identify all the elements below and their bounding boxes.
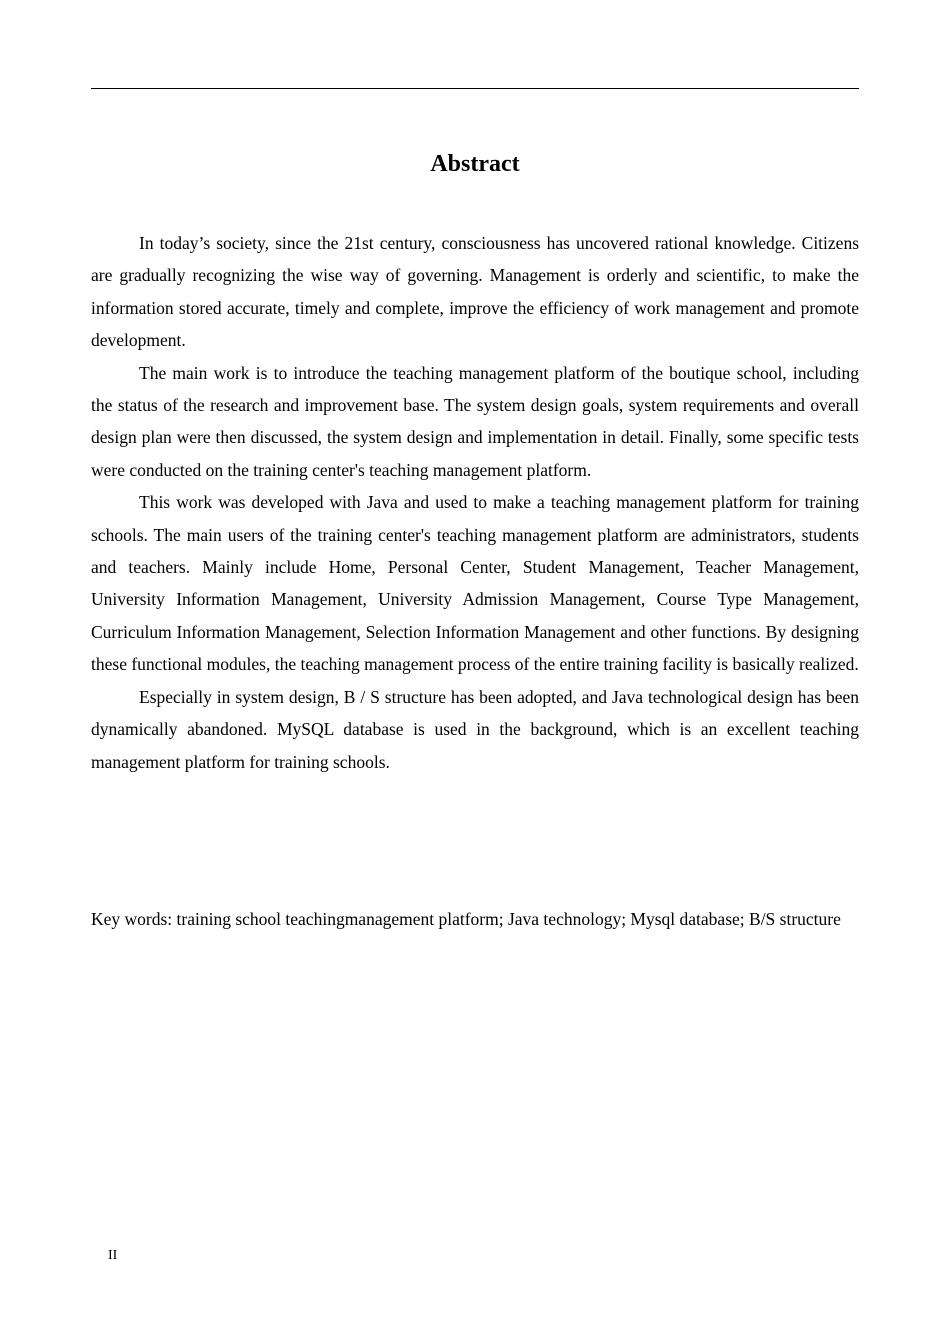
page-title: Abstract xyxy=(430,151,520,177)
abstract-paragraph: This work was developed with Java and used to make a teaching management platform for training schools. The main users of the training center's teaching management platform are administrators, students and teachers. Mainly include Home, Personal Center, Student Management, Teacher Management, University Information Management, University Admission Management, Course Type Management, Curriculum Information Management, Selection Information Management and other functions. By designing these functional modules, the teaching management process of the entire training facility is basically realized. xyxy=(91,492,859,675)
keywords-line: Key words: training school teachingmanagement platform; Java technology; Mysql database; B/S structure xyxy=(91,909,841,929)
abstract-paragraph: In today’s society, since the 21st century, consciousness has uncovered rational knowledge. Citizens are gradually recognizing the wise way of governing. Management is orderly and scientific, to make the information stored accurate, timely and complete, improve the efficiency of work management and promote development. xyxy=(91,233,859,351)
page-number: II xyxy=(108,1248,118,1263)
abstract-body xyxy=(91,227,859,778)
abstract-paragraph: Especially in system design, B / S structure has been adopted, and Java technological design has been dynamically abandoned. MySQL database is used in the background, which is an excellent teaching management platform for training schools. xyxy=(91,686,859,772)
abstract-paragraph: The main work is to introduce the teaching management platform of the boutique school, including the status of the research and improvement base. The system design goals, system requirements and overall design plan were then discussed, the system design and implementation in detail. Finally, some specific tests were conducted on the training center's teaching management platform. xyxy=(91,362,859,480)
header-rule xyxy=(91,88,859,89)
